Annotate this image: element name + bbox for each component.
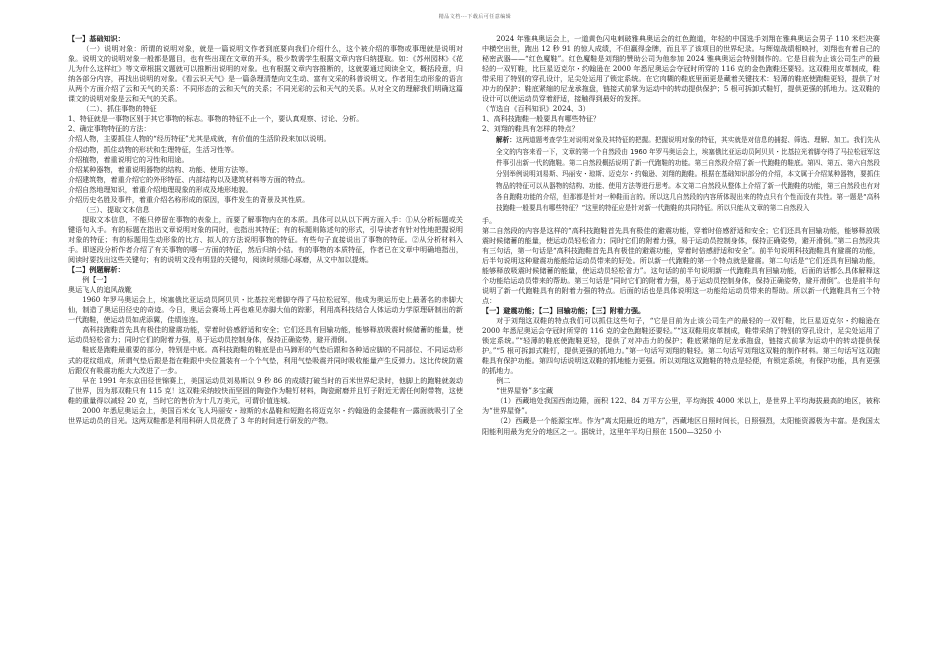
left-paragraph: 2、确定事物特征的方法：	[68, 124, 151, 134]
left-paragraph: 介绍人物，主要抓住人物的“经历特征”尤其是成就，有价值的生活阶段来加以说明。	[68, 134, 331, 144]
analysis-block	[482, 135, 880, 214]
right-bottom-paragraph: 对于刘翔这双鞋的特点我们可以抓住这些句子，“它是目前为止该公司生产的最轻的一双钉鞋，比巨星迈克尔・约翰逊在 2000 年悉尼奥运会夺冠时所穿的 116 克的金色跑鞋还要轻。”“这双鞋用皮革制成，鞋带采纳了特别的穿孔设计，足尖处运用了锁定系统。”“轻薄的鞋底使跑鞋更轻，提供了对冲击力的保护；鞋底紧缩的尼龙承拖盘，链接式前掌为运动中的转动提供保护。”“5 根可拆卸式鞋钉，提供更强的抓地力。”第一句话写刘翔的鞋轻。第二句话写刘翔这双鞋的制作材料。第三句话写这双跑鞋具有保护功能。第四句话说明这双鞋的抓地能力更强。所以刘翔这双跑鞋的特点是轻便，有锁定系统，有保护功能，具有更强的抓地力。	[482, 316, 880, 376]
left-paragraph: （三）、提取文本信息	[82, 204, 150, 214]
right-bottom-section	[482, 226, 880, 437]
right-bottom-paragraph: 例二	[496, 376, 511, 386]
left-paragraph: 1、特征就是一事物区别于其它事物的标志。事物的特征不止一个，要认真观察、讨论、分析。	[68, 114, 364, 124]
left-paragraph: （一）说明对象：所谓的说明对象，就是一篇说明文作者到底要向我们介绍什么，这个被介绍的事物或事理就是说明对象。说明文的说明对象一般都是题目，也有些出现在文章的开头，极少数需学生根据文章内容归纳提取。如：《苏州园林》《花儿为什么这样红》等文章根据文题就可以推断出说明的对象。也有根据文章内容推断的，这就要通过阅读全文，概括段意，归纳各部分内容，再找出说明的对象。《看云识天气》是一篇条理清楚向文生动、富有文采的科普说明文。作者用生动形象的语言从两个方面介绍了云和天气的关系：不同形态的云和天气的关系；不同光彩的云和天气的关系。从对全文的理解我们明确这篇课文的说明对象是云和天气的关系。	[68, 44, 463, 104]
left-paragraph: 介绍某种器物，着重说明器物的结构、功能、使用方法等。	[68, 164, 253, 174]
right-bottom-paragraph: （1）西藏地处我国西南边陲，面积 122、84 万平方公里，平均海拔 4000 米以上，是世界上平均海拔最高的地区，被称为“世界屋脊”。	[482, 396, 880, 416]
right-top-section	[482, 34, 880, 134]
right-top-paragraph: 2024 年雅典奥运会上，一道黄色闪电刺破雅典奥运会的红色跑道，年轻的中国选手刘翔在雅典奥运会男子 110 米栏决赛中横空出世，跑出 12 秒 91 的惊人成绩，不但赢得金牌，而且平了该项目的世界纪录。与辉煌战绩相映衬，刘翔也有着自己的秘密武器——“红色魔鞋”。红色魔鞋是刘翔的赞助公司为他参加 2024 雅典奥运会特别制作的。它是目前为止该公司生产的最轻的一双钉鞋，比巨星迈克尔・约翰逊在 2000 年悉尼奥运会夺冠时所穿的 116 克的金色跑鞋还要轻。这双鞋用皮革制成，鞋带采用了特别的穿孔设计，足尖处运用了锁定系统。在它肉糊的鞋底里面更是藏着关键技术：轻薄的鞋底使跑鞋更轻，提供了对冲力的保护；鞋底紧缩的尼龙承拖盘，链接式前掌为运动中的转动提供保护；5 根可拆卸式鞋钉，提供更强的抓地力。这双鞋的设计可以使运动员穿着舒适，接触得到最好的发挥。	[482, 34, 880, 104]
left-paragraph: 早在 1991 年东京田径世锦赛上，美国运动员刘易斯以 9 秒 86 的成绩打破当时的百米世界纪录时，他脚上的跑鞋就轰动了世界，因为那双鞋只有 115 克！这双鞋采纳较快而坚固的陶瓷作为鞋钉材料，陶瓷耐磨并且钉子附近无需任何附带物，这使鞋的重量得以减轻 20 克，当时它的售价为十几万美元，可谓价值连城。	[68, 375, 463, 405]
left-paragraph: 介绍动物，抓住动物的形状和生理特征，生活习性等。	[68, 144, 239, 154]
right-top-paragraph: （节选自《百科知识》2024、3）	[482, 104, 590, 114]
analysis-lead: 解析：	[496, 136, 516, 145]
left-paragraph: 例【一】	[82, 275, 111, 285]
right-top-paragraph: 1、高科技跑鞋一般要具有哪些特征？	[482, 114, 601, 124]
left-paragraph: （二）、抓住事物的特征	[82, 104, 157, 114]
left-column	[68, 34, 463, 426]
left-paragraph: 介绍自然地理知识，着重介绍地理现象的形成及地形地貌。	[68, 184, 253, 194]
right-bottom-paragraph: （2）西藏是一个能源宝库。作为“离太阳最近的地方”，西藏地区日照时间长，日照强烈，太阳能资源极为丰富。是我国太阳能利用最为充分的地区之一。据统计，这里年平均日照在 1500—3250 小	[482, 416, 880, 436]
page-header: 精品文档---下载后可任意编辑	[438, 14, 512, 20]
left-paragraph: 【一】基础知识：	[68, 34, 125, 43]
analysis-text: 这两道题考查学生对说明对象及其特征的把握。把握说明对象的特征，其实就是对信息的捕捉、筛选、理解、加工。我们先从全文的内容来看一下，文章的第一个自然段由 1960 年罗马奥运会上，埃塞俄比亚运动员阿贝贝・比基拉光着脚夺得了马拉松冠军这件事引出新一代的跑鞋。第二自然段概括说明了新一代跑鞋的功能。第三自然段介绍了新一代跑鞋的鞋底。第四、第五、第六自然段分别举例说明刘易斯、玛丽安・琼斯、迈克尔・约翰逊、刘翔的跑鞋。根据在基础知识部分的介绍，本文属于介绍某种器物，要抓住物品的特征可以从器物的结构、功能、使用方法等进行思考。本文第二自然段从整体上介绍了新一代跑鞋的功能，第三自然段也有对各自跑鞋功能的介绍，但那都是针对一种鞋而言的。所以这几自然段的内容所体现出来的特点只有个性而没有共性。第一题是“高科技跑鞋一般要具有哪些特征？”这里的特征应是针对新一代跑鞋的共同特征。所以只能从文章的第二自然段入	[496, 136, 881, 213]
left-paragraph: 【二】例题解析：	[68, 265, 125, 275]
right-top-paragraph: 2、刘翔的鞋具有怎样的特点？	[482, 124, 579, 134]
left-paragraph: 鞋底是跑鞋最重要的部分，特别是中底。高科技跑鞋的鞋底是由马蹄形的气垫后跟和各种适应脚的不同部位、不同运动形式的花纹组成，所谓气垫后跟是指在鞋跟中央位置装有一个个气垫，利用气垫吸震并同时吸收能量产生反弹力。这比传统防震后跟仅有吸震功能大大改进了一步。	[68, 345, 463, 375]
right-bottom-paragraph: “世界屋脊”多宝藏	[496, 386, 554, 396]
left-paragraph: 高科技跑鞋首先具有极佳的避震功能，穿着时倍感舒适和安全；它们还具有回输功能，能够释放吸震时候储蓄的能量，使运动员轻松省力；同时它们的附着力强，易于运动员控制身体，保持正确姿势，避开滑倒。	[68, 325, 463, 345]
left-paragraph: 奥运飞人的追风战靴	[68, 285, 132, 295]
right-bottom-paragraph: 【一】避震功能；【二】回输功能；【三】附着力强。	[482, 305, 646, 315]
left-paragraph: 提取文本信息，不能只停留在事物的表象上，而要了解事物内在的本质。具体可以从以下两方面入手：①从分析标题或关键语句入手。有的标题在指出文章说明对象的同时，也指出其特征；有的标题则陈述句的形式，引导读者有针对性地把握说明对象的特征；有的标题用生动形象的比方、拟人的方法说明事物的特征。有些句子直接说出了事物的特征。②从分析材料入手。即逐段分析作者介绍了有关事物的哪一方面的特征，然后归纳小结。有的事物的本质特征，作者已在文章中明确地指出，阅读时要找出这些关键句；有的说明文没有明显的关键句，阅读时须细心琢磨，从文中加以提炼。	[68, 214, 463, 265]
left-paragraph: 2000 年悉尼奥运会上，美国百米女飞人玛丽安・琼斯的水晶鞋和短跑名将迈克尔・约翰逊的金搂鞋有一露面就吸引了全世界运动员的目光。这两双鞋都是利用科研人员花费了 3 年的时间进行研发的产物。	[68, 405, 463, 425]
analysis-tail: 手。	[482, 215, 497, 225]
left-paragraph: 介绍历史名胜及事件，着重介绍名称形成的原因，事件发生的背景及其性质。	[68, 194, 310, 204]
right-bottom-paragraph: 第二自然段的内容是这样的“高科技跑鞋首先具有极佳的避震功能，穿着时倍感舒适和安全；它们还具有回输功能，能够释放吸震时候储蓄的能量，使运动员轻松省力；同时它们的附着力强，易于运动员控制身体，保持正确姿势，避开滑倒。”第二自然段共有三句话，第一句话是“高科技跑鞋首先具有极佳的避震功能，穿着时倍感舒适和安全”。前半句说明科技跑鞋具有避震的功能，后半句说明这种避震功能能给运动员带来的好处。所以新一代跑鞋的第一个特点就是避震。第二句话是“它们还具有回输功能，能够释放吸震时候储蓄的能量，使运动员轻松省力”。这句话的前半句说明新一代跑鞋具有回输功能，后面的话都么具体解释这个功能给运动员带来的帮助。第三句话是“同时它们的附着力强，易于运动员控制身体，保持正确姿势，避开滑倒”。也是前半句说明了新一代跑鞋具有的附着力强的特点。后面的话也是具体说明这一功能给运动员带来的帮助。所以新一代跑鞋具有三个特点：	[482, 225, 880, 305]
left-paragraph: 介绍植物，着重说明它的习性和用途。	[68, 154, 189, 164]
left-paragraph: 1960 年罗马奥运会上，埃塞俄比亚运动员阿贝贝・比基拉光着脚夺得了马拉松冠军，他成为奥运历史上最著名的赤脚大仙，制造了奥运田径史的奇迹。今日，奥运会赛场上再也难见赤脚大仙的踪影，利用高科技结合人体运动力学原理研制出的新一代跑鞋，使运动员如虎添翼，佳绩连连。	[68, 295, 463, 325]
left-paragraph: 介绍建筑物，着重介绍它的外形特征、内部结构以及建筑材料等方面的特点。	[68, 174, 310, 184]
right-column	[482, 34, 880, 437]
